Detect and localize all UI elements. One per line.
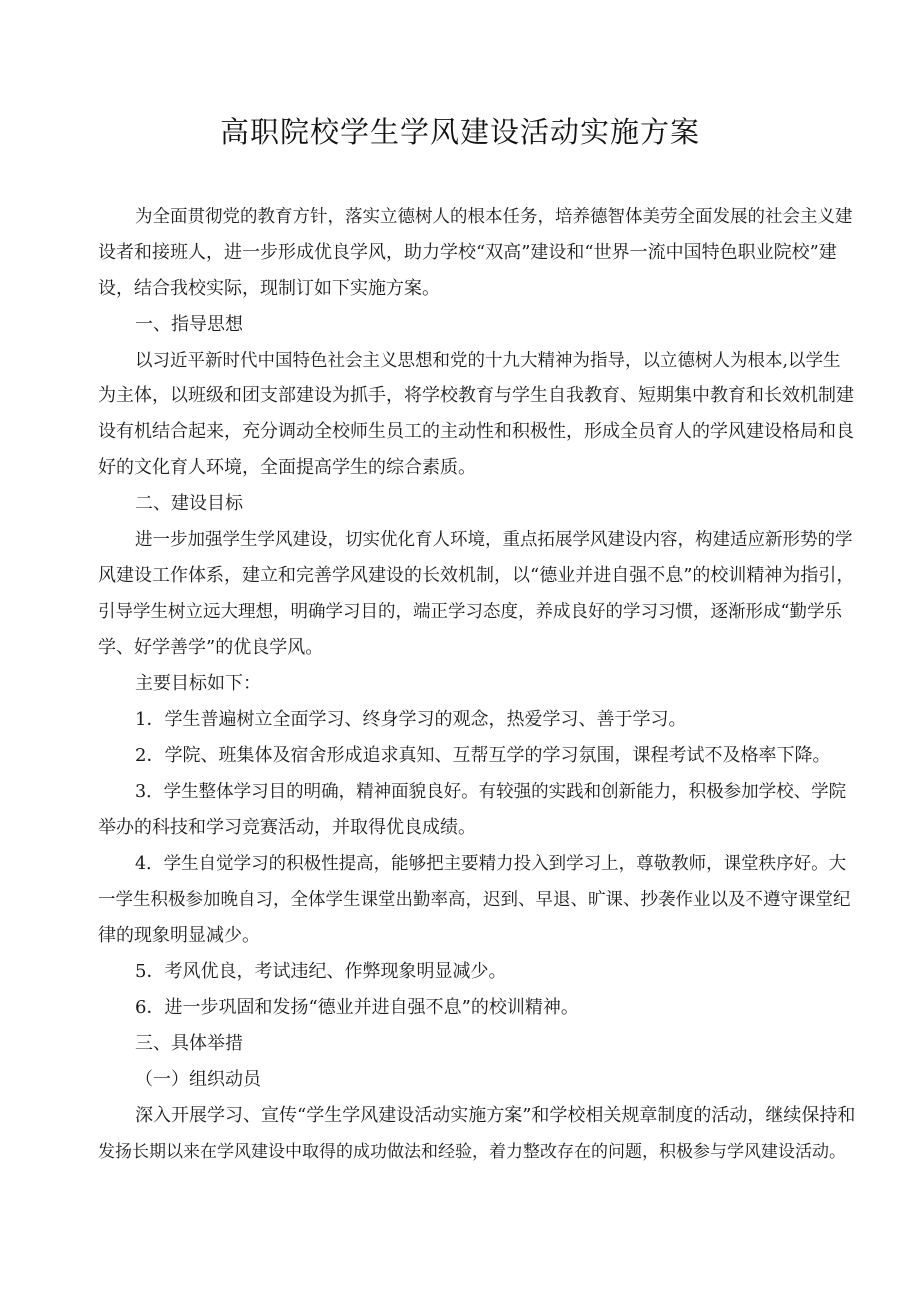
subheading: 主要目标如下： [135, 673, 261, 694]
text-line: 律的现象明显减少。 [98, 925, 260, 946]
section-heading: 三、具体举措 [135, 1033, 243, 1054]
text-line: 以习近平新时代中国特色社会主义思想和党的十九大精神为指导，以立德树人为根本,以学生 [135, 351, 841, 371]
text-line: 进一步加强学生学风建设，切实优化育人环境，重点拓展学风建设内容，构建适应新形势的学 [135, 530, 853, 550]
goal-item: 4．学生自觉学习的积极性提高，能够把主要精力投入到学习上，尊敬教师，课堂秩序好。大 [135, 854, 847, 874]
text-line: 为主体，以班级和团支部建设为抓手，将学校教育与学生自我教育、短期集中教育和长效机制建 [98, 385, 854, 406]
text-line: 发扬长期以来在学风建设中取得的成功做法和经验，着力整改存在的问题，积极参与学风建设活动。 [98, 1142, 846, 1162]
goal-item: 5．考风优良，考试违纪、作弊现象明显减少。 [135, 961, 507, 982]
section-heading: 一、指导思想 [135, 314, 243, 335]
text-line: 深入开展学习、宣传“学生学风建设活动实施方案”和学校相关规章制度的活动，继续保持和 [135, 1105, 856, 1126]
goal-item: 1．学生普遍树立全面学习、终身学习的观念，热爱学习、善于学习。 [135, 709, 687, 730]
goal-item: 3．学生整体学习目的明确，精神面貌良好。有较强的实践和创新能力，积极参加学校、学院 [135, 782, 847, 802]
text-line: 举办的科技和学习竞赛活动，并取得优良成绩。 [98, 817, 476, 838]
goal-item: 6．进一步巩固和发扬“德业并进自强不息”的校训精神。 [135, 997, 579, 1018]
text-line: 一学生积极参加晚自习，全体学生课堂出勤率高，迟到、早退、旷课、抄袭作业以及不遵守课堂纪 [98, 890, 851, 910]
text-line: 设有机结合起来，充分调动全校师生员工的主动性和积极性，形成全员育人的学风建设格局和良 [98, 421, 854, 442]
text-line: 设，结合我校实际，现制订如下实施方案。 [98, 278, 440, 299]
text-line: 为全面贯彻党的教育方针，落实立德树人的根本任务，培养德智体美劳全面发展的社会主义建 [135, 207, 853, 227]
goal-item: 2．学院、班集体及宿舍形成追求真知、互帮互学的学习氛围，课程考试不及格率下降。 [135, 745, 831, 766]
text-line: 好的文化育人环境，全面提高学生的综合素质。 [98, 457, 476, 478]
text-line: 引导学生树立远大理想，明确学习目的，端正学习态度，养成良好的学习习惯，逐渐形成“勤学乐 [98, 602, 842, 622]
text-line: 学、好学善学”的优良学风。 [98, 637, 324, 658]
subsection-heading: （一）组织动员 [135, 1069, 261, 1090]
document-title: 高职院校学生学风建设活动实施方案 [219, 115, 700, 149]
text-line: 设者和接班人，进一步形成优良学风，助力学校“双高”建设和“世界一流中国特色职业院校”建 [98, 242, 837, 263]
text-line: 风建设工作体系，建立和完善学风建设的长效机制，以“德业并进自强不息”的校训精神为指引， [98, 565, 855, 586]
section-heading: 二、建设目标 [135, 493, 243, 514]
